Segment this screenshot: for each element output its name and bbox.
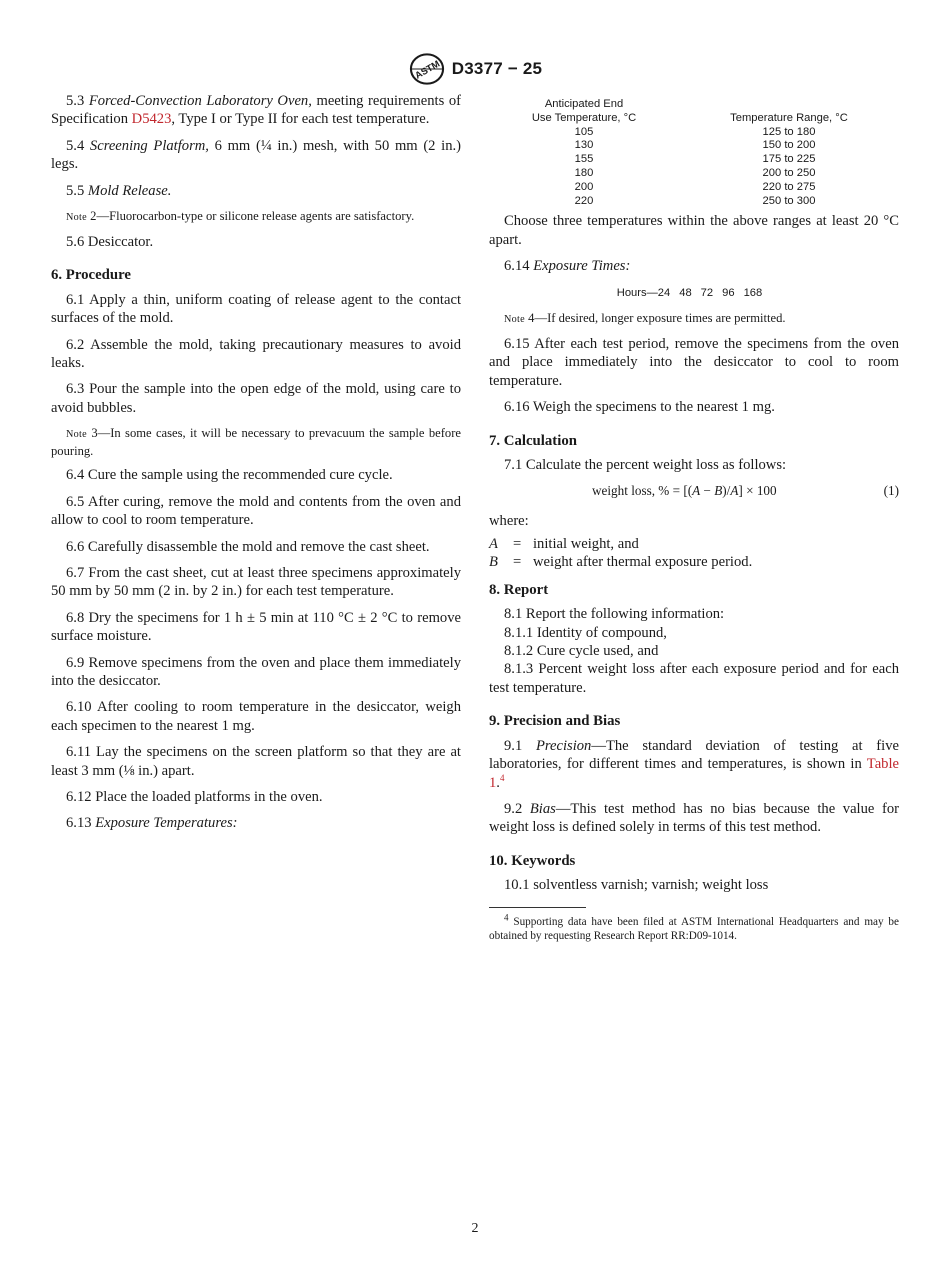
paragraph-5-4: 5.4 Screening Platform, 6 mm (¼ in.) mesh, with 50 mm (2 in.) legs. — [51, 137, 461, 173]
paragraph-6-9: 6.9 Remove specimens from the oven and place them immediately into the desiccator. — [51, 654, 461, 689]
temperature-table — [489, 98, 899, 208]
paragraph-6-12: 6.12 Place the loaded platforms in the oven. — [66, 788, 323, 805]
equation-number: (1) — [883, 483, 899, 499]
table-1-link[interactable]: Table 1 — [489, 756, 899, 791]
weight-loss-equation: weight loss, % = [(A − B)/A] × 100 (1) — [489, 482, 899, 502]
section-10-heading: 10. Keywords — [489, 852, 576, 869]
definition-a: A = initial weight, and — [489, 535, 639, 552]
table-row: 130 150 to 200 — [574, 139, 816, 152]
paragraph-8-1: 8.1 Report the following information: — [504, 606, 725, 623]
paragraph-6-6: 6.6 Carefully disassemble the mold and remove the cast sheet. — [66, 538, 430, 555]
paragraph-6-4: 6.4 Cure the sample using the recommended cure cycle. — [66, 467, 393, 484]
definition-b: B = weight after thermal exposure period. — [489, 553, 753, 570]
section-6-heading: 6. Procedure — [51, 267, 131, 284]
paragraph-6-14: 6.14 Exposure Times: — [504, 258, 631, 275]
paragraph-6-10: 6.10 After cooling to room temperature in the desiccator, weigh each specimen to the nearest 1 mg. — [51, 699, 461, 734]
document-designation: D3377 − 25 — [451, 59, 543, 78]
table-row: 155 175 to 225 — [574, 153, 816, 166]
footnote-divider — [489, 907, 586, 908]
paragraph-6-16: 6.16 Weigh the specimens to the nearest 1 mg. — [504, 399, 775, 416]
paragraph-6-13: 6.13 Exposure Temperatures: — [66, 815, 238, 832]
footnote-4: $^4$ Supporting data have been filed at ASTM International Headquarters and may be obtained by requesting Research Report RR:D09-1014. — [489, 911, 899, 943]
page-header — [0, 52, 950, 86]
paragraph-5-3: 5.3 Forced-Convection Laboratory Oven, meeting requirements of Specification D5423, Type I or Type II for each test temperature. — [51, 93, 461, 128]
table-row: 105 125 to 180 — [574, 125, 816, 138]
paragraph-5-6: 5.6 Desiccator. — [66, 234, 154, 251]
exposure-hours: Hours—24 48 72 96 168 — [616, 286, 763, 299]
left-column — [51, 92, 461, 841]
choose-temperatures-text: Choose three temperatures within the above ranges at least 20 °C apart. — [489, 213, 899, 248]
astm-logo-icon — [408, 52, 446, 86]
paragraph-8-1-3: 8.1.3 Percent weight loss after each exposure period and for each test temperature. — [489, 661, 899, 696]
paragraph-6-2: 6.2 Assemble the mold, taking precautionary measures to avoid leaks. — [51, 336, 461, 372]
footnote-4-ref[interactable]: 4 — [499, 772, 505, 783]
paragraph-6-7: 6.7 From the cast sheet, cut at least three specimens approximately 50 mm by 50 mm (2 in. by 2 in.) for each test temperature. — [51, 564, 461, 600]
note-4: Note 4—If desired, longer exposure times are permitted. — [504, 311, 786, 325]
table-header-row-1 — [489, 98, 899, 112]
section-8-heading: 8. Report — [489, 581, 549, 598]
svg-text:ASTM: ASTM — [413, 58, 442, 82]
paragraph-6-1: 6.1 Apply a thin, uniform coating of release agent to the contact surfaces of the mold. — [51, 291, 461, 327]
paragraph-8-1-2: 8.1.2 Cure cycle used, and — [504, 643, 659, 660]
table-row: 220 250 to 300 — [574, 194, 816, 207]
paragraph-10-1: 10.1 solventless varnish; varnish; weight loss — [504, 877, 769, 894]
table-header-cell: Anticipated End — [544, 98, 624, 110]
note-2: Note 2—Fluorocarbon-type or silicone release agents are satisfactory. — [66, 209, 415, 224]
paragraph-7-1: 7.1 Calculate the percent weight loss as follows: — [504, 457, 787, 474]
page-number: 2 — [471, 1221, 479, 1236]
where-label: where: — [489, 513, 529, 530]
section-9-heading: 9. Precision and Bias — [489, 713, 621, 730]
paragraph-6-8: 6.8 Dry the specimens for 1 h ± 5 min at 110 °C ± 2 °C to remove surface moisture. — [51, 609, 461, 645]
paragraph-8-1-1: 8.1.1 Identity of compound, — [504, 624, 667, 641]
paragraph-6-3: 6.3 Pour the sample into the open edge of the mold, using care to avoid bubbles. — [51, 381, 461, 416]
table-header-row-2 — [489, 112, 899, 126]
note-3: Note 3—In some cases, it will be necessary to prevacuum the sample before pouring. — [51, 426, 461, 459]
paragraph-6-15: 6.15 After each test period, remove the specimens from the oven and place immediately into the desiccator to cool to room temperature. — [489, 336, 899, 389]
paragraph-5-5: 5.5 Mold Release. — [66, 182, 172, 199]
table-header-cell: Use Temperature, °C — [531, 111, 637, 124]
paragraph-9-1: 9.1 Precision—The standard deviation of testing at five laboratories, for different times and temperatures, is shown in Table 1.$^4$ — [489, 737, 899, 791]
table-row: 180 200 to 250 — [574, 166, 816, 179]
right-column — [489, 92, 899, 944]
table-header-cell: Temperature Range, °C — [730, 111, 848, 124]
paragraph-9-2: 9.2 Bias—This test method has no bias because the value for weight loss is defined solely in terms of this test method. — [489, 800, 899, 836]
spec-d5423-link[interactable]: D5423 — [131, 111, 172, 128]
paragraph-6-11: 6.11 Lay the specimens on the screen platform so that they are at least 3 mm (⅛ in.) apart. — [51, 744, 461, 779]
table-row: 200 220 to 275 — [574, 180, 816, 193]
paragraph-6-5: 6.5 After curing, remove the mold and contents from the oven and allow to cool to room temperature. — [51, 493, 461, 529]
section-7-heading: 7. Calculation — [489, 432, 577, 449]
